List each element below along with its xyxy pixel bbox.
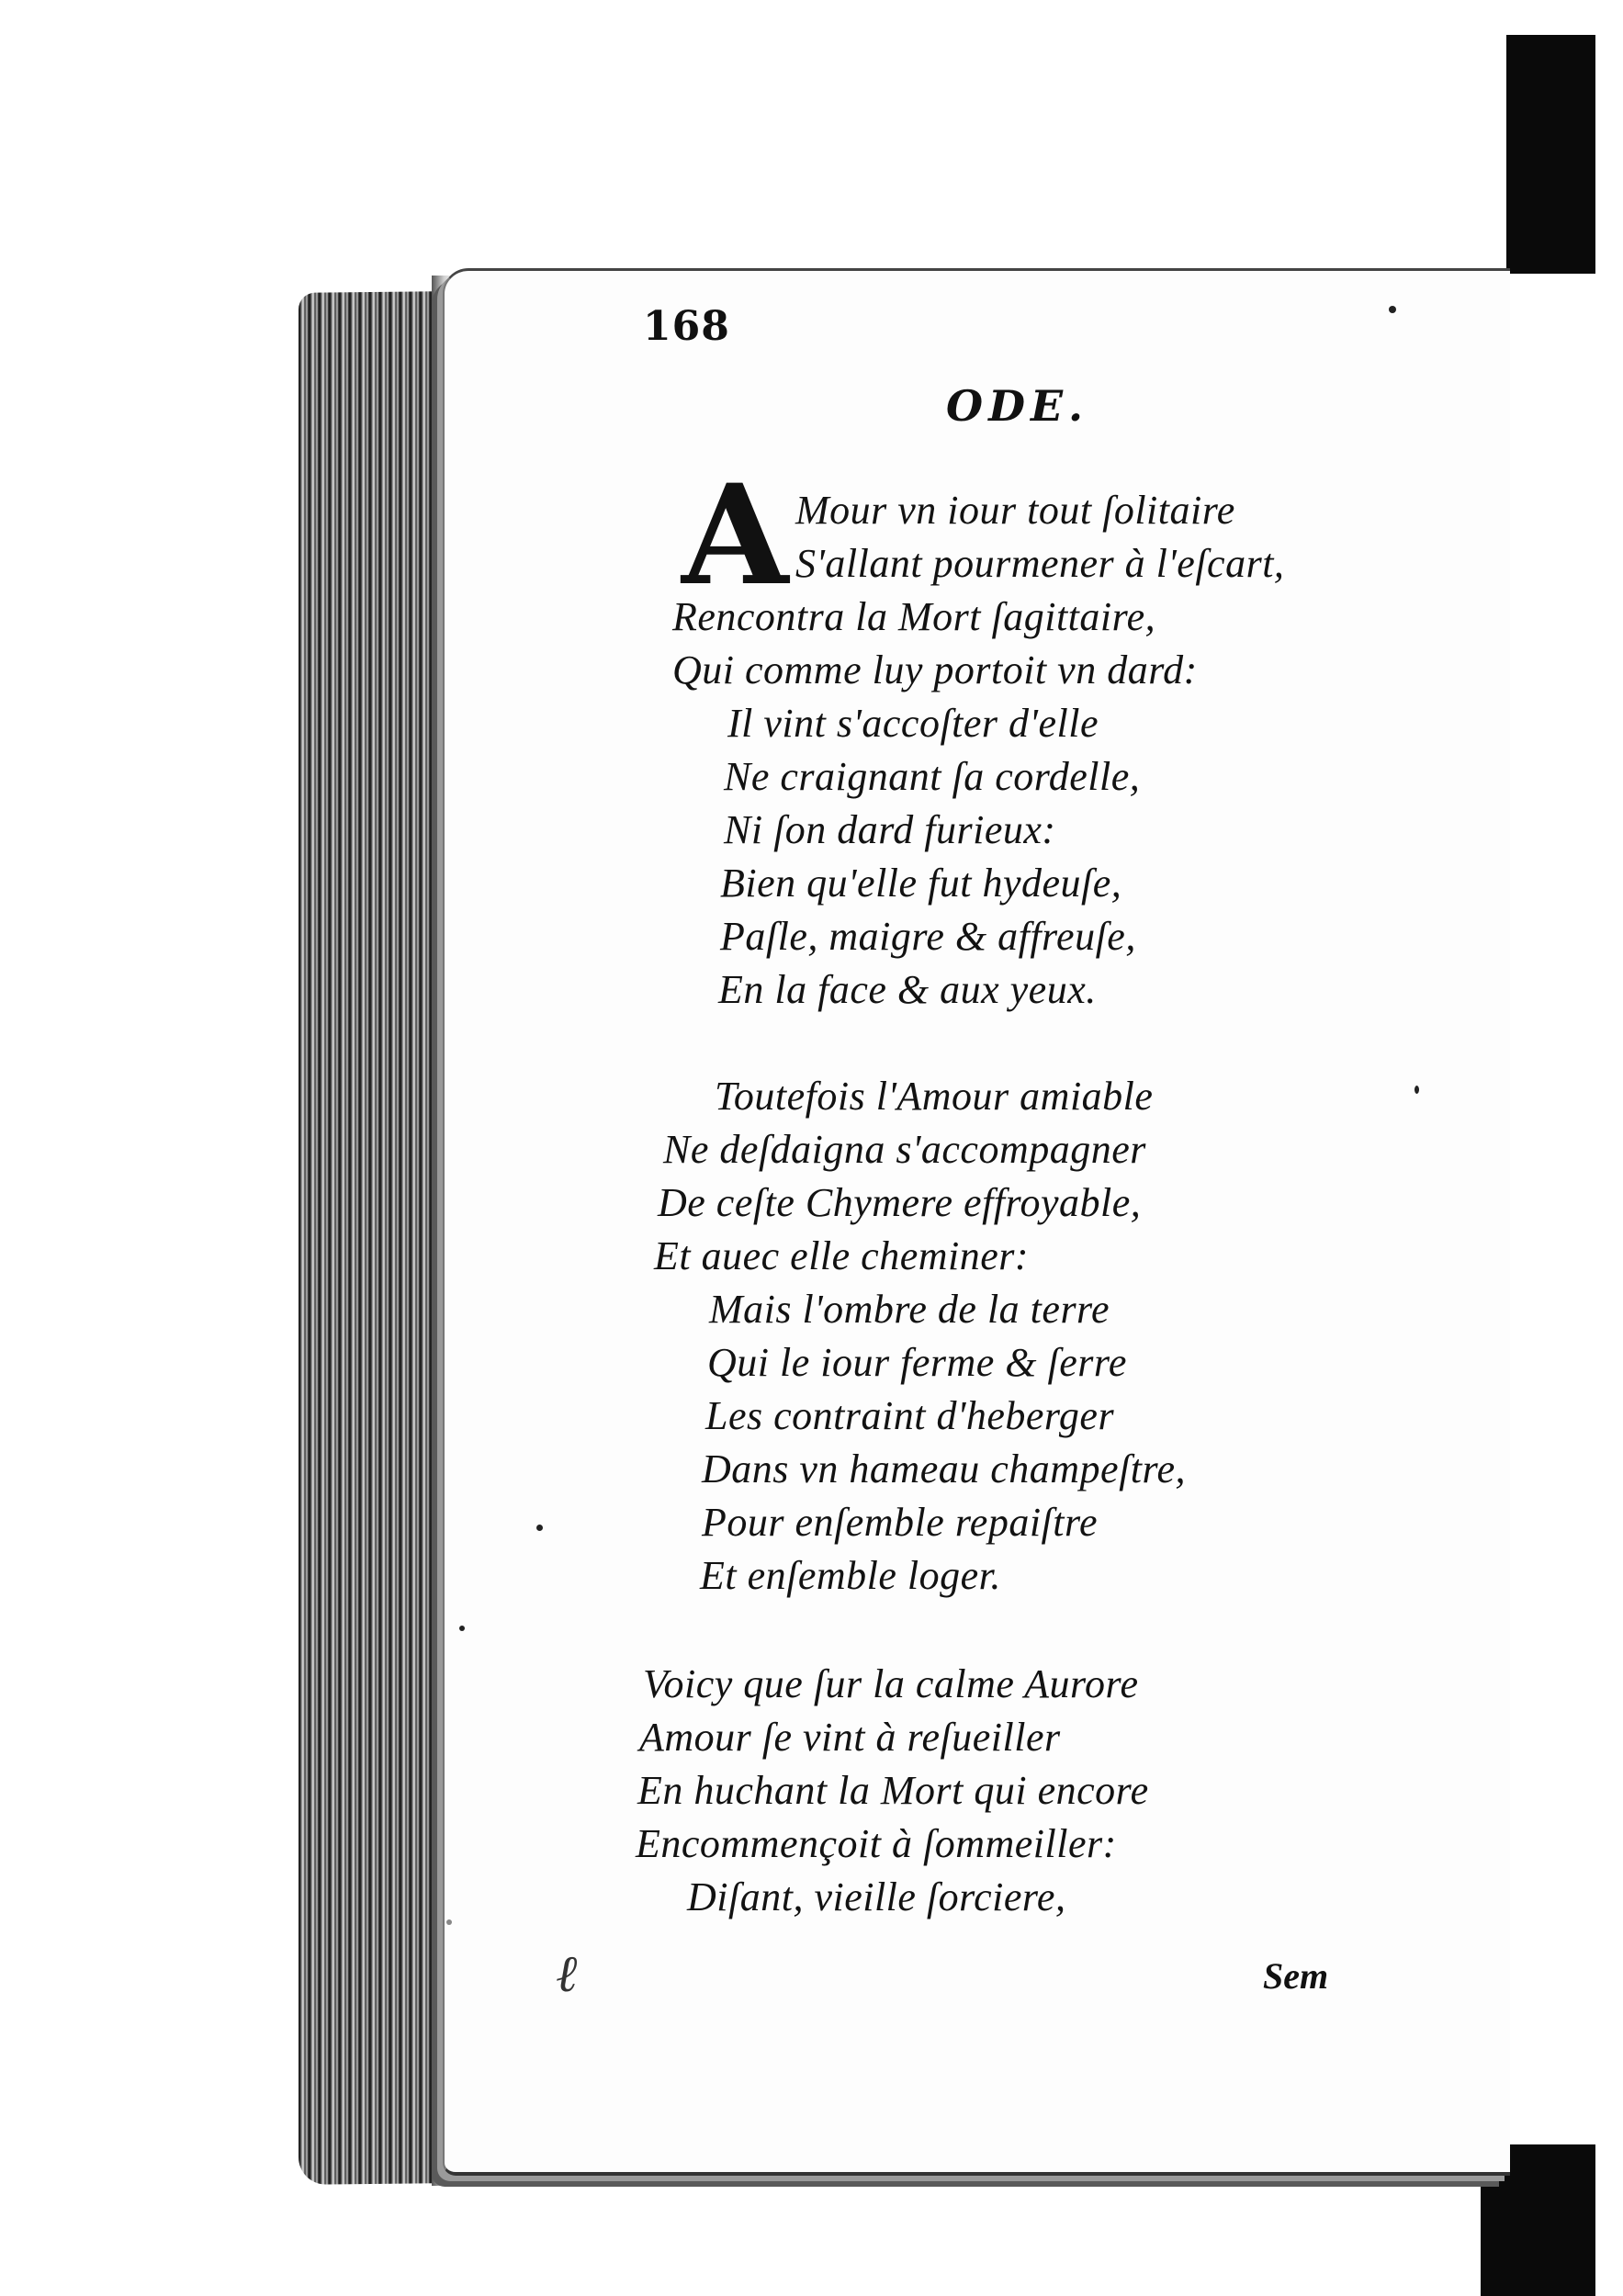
verse-line: Paſle, maigre & affreuſe, bbox=[720, 914, 1136, 959]
scan-border-top-right bbox=[1506, 35, 1595, 274]
poem-title: ODE. bbox=[946, 381, 1089, 431]
verse-line: Encommençoit à ſommeiller: bbox=[636, 1821, 1117, 1866]
verse-line: Ne craignant ſa cordelle, bbox=[724, 754, 1141, 799]
verse-line: Toutefois l'Amour amiable bbox=[715, 1074, 1154, 1119]
drop-cap: A bbox=[682, 455, 789, 616]
ink-speck bbox=[536, 1525, 543, 1531]
verse-line: Qui le iour ferme & ſerre bbox=[707, 1340, 1127, 1385]
ink-speck bbox=[459, 1626, 465, 1631]
verse-line: Voicy que ſur la calme Aurore bbox=[643, 1661, 1139, 1706]
margin-ink-mark: ℓ bbox=[556, 1946, 578, 2003]
ink-speck bbox=[446, 1919, 452, 1925]
book-page-edges bbox=[299, 291, 445, 2185]
verse-line: S'allant pourmener à l'eſcart, bbox=[795, 541, 1285, 586]
verse-line: Rencontra la Mort ſagittaire, bbox=[672, 594, 1156, 639]
verse-line: En huchant la Mort qui encore bbox=[637, 1768, 1149, 1813]
verse-line: Amour ſe vint à reſueiller bbox=[639, 1715, 1061, 1760]
verse-line: Ni ſon dard furieux: bbox=[724, 807, 1056, 852]
verse-line: Il vint s'accoſter d'elle bbox=[727, 701, 1099, 746]
verse-line: Dans vn hameau champeſtre, bbox=[702, 1446, 1187, 1491]
ink-speck bbox=[1414, 1086, 1419, 1094]
verse-line: Et enſemble loger. bbox=[700, 1553, 1001, 1598]
verse-line: Ne deſdaigna s'accompagner bbox=[663, 1127, 1146, 1172]
verse-line: Mais l'ombre de la terre bbox=[709, 1287, 1110, 1332]
verse-line: Mour vn iour tout ſolitaire bbox=[795, 488, 1235, 533]
verse-line: En la face & aux yeux. bbox=[718, 967, 1097, 1012]
ink-speck bbox=[1389, 306, 1396, 313]
verse-line: De ceſte Chymere effroyable, bbox=[658, 1180, 1142, 1225]
verse-line: Pour enſemble repaiſtre bbox=[702, 1500, 1099, 1545]
verse-line: Qui comme luy portoit vn dard: bbox=[672, 647, 1198, 692]
verse-line: Diſant, vieille ſorciere, bbox=[687, 1874, 1066, 1919]
verse-line: Bien qu'elle fut hydeuſe, bbox=[720, 861, 1122, 906]
page-number: 168 bbox=[643, 303, 730, 350]
verse-line: Les contraint d'heberger bbox=[705, 1393, 1115, 1438]
verse-line: Et auec elle cheminer: bbox=[654, 1233, 1030, 1278]
catchword: Sem bbox=[1263, 1955, 1329, 1997]
